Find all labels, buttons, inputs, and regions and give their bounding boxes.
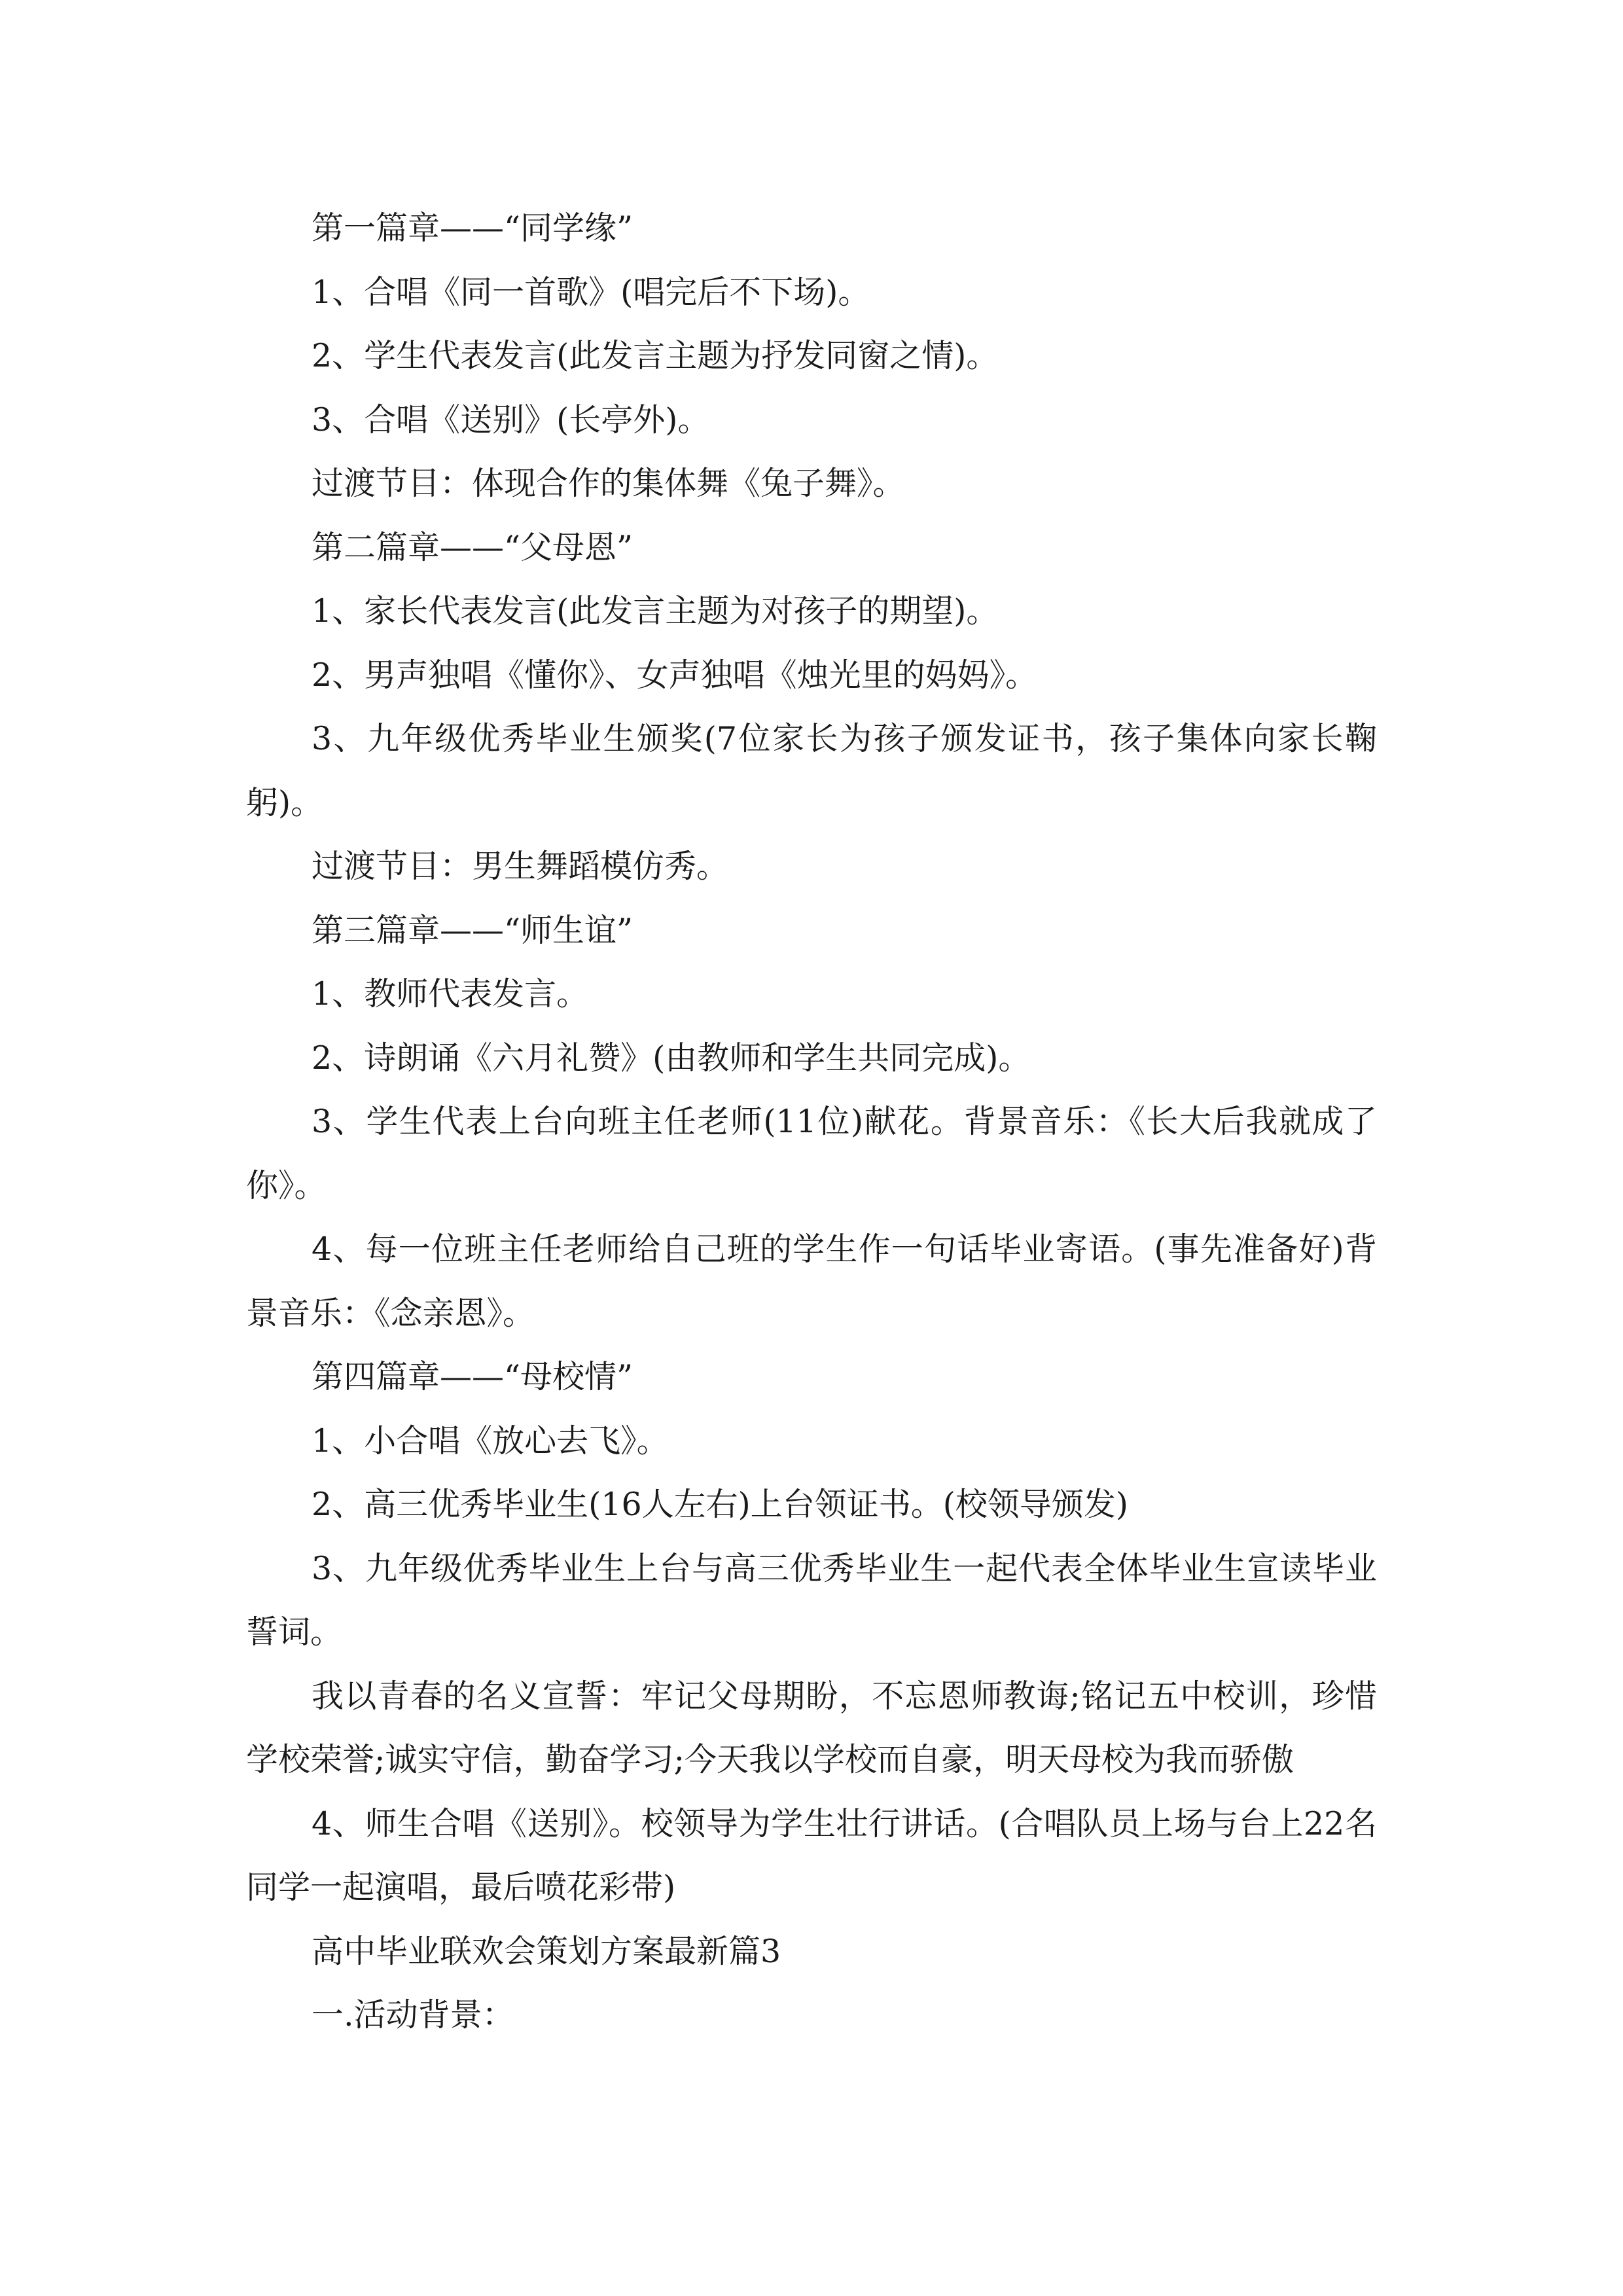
transition-item: 过渡节目：体现合作的集体舞《兔子舞》。 — [312, 465, 905, 502]
program-item: 1、小合唱《放心去飞》。 — [312, 1422, 669, 1460]
program-item: 3、九年级优秀毕业生上台与高三优秀毕业生一起代表全体毕业生宣读毕业誓词。 — [246, 1549, 1377, 1651]
program-item: 3、合唱《送别》(长亭外)。 — [312, 401, 710, 439]
program-item: 4、每一位班主任老师给自己班的学生作一句话毕业寄语。(事先准备好)背景音乐：《念亲恩》。 — [246, 1230, 1377, 1332]
document-body — [246, 196, 1377, 2047]
program-item: 1、合唱《同一首歌》(唱完后不下场)。 — [312, 273, 870, 311]
program-item: 3、学生代表上台向班主任老师(11位)献花。背景音乐：《长大后我就成了你》。 — [246, 1103, 1377, 1204]
oath-text: 我以青春的名义宣誓：牢记父母期盼，不忘恩师教诲;铭记五中校训，珍惜学校荣誉;诚实守信，勤奋学习;今天我以学校而自豪，明天母校为我而骄傲 — [246, 1677, 1377, 1778]
program-item: 2、诗朗诵《六月礼赞》(由教师和学生共同完成)。 — [312, 1039, 1031, 1077]
program-item: 1、家长代表发言(此发言主题为对孩子的期望)。 — [312, 592, 999, 630]
section-title: 高中毕业联欢会策划方案最新篇3 — [312, 1932, 781, 1970]
chapter-heading: 第四篇章——“母校情” — [312, 1358, 633, 1395]
program-item: 3、九年级优秀毕业生颁奖(7位家长为孩子颁发证书，孩子集体向家长鞠躬)。 — [246, 720, 1377, 821]
chapter-heading: 第二篇章——“父母恩” — [312, 528, 633, 566]
program-item: 2、学生代表发言(此发言主题为抒发同窗之情)。 — [312, 337, 999, 374]
program-item: 2、男声独唱《懂你》、女声独唱《烛光里的妈妈》。 — [312, 656, 1038, 694]
chapter-heading: 第三篇章——“师生谊” — [312, 911, 633, 949]
transition-item: 过渡节目：男生舞蹈模仿秀。 — [312, 848, 729, 885]
program-item: 1、教师代表发言。 — [312, 975, 589, 1013]
section-subtitle: 一.活动背景： — [312, 1996, 514, 2034]
program-item: 4、师生合唱《送别》。校领导为学生壮行讲话。(合唱队员上场与台上22名同学一起演唱，最后喷花彩带) — [246, 1804, 1377, 1906]
chapter-heading: 第一篇章——“同学缘” — [312, 209, 633, 247]
program-item: 2、高三优秀毕业生(16人左右)上台领证书。(校领导颁发) — [312, 1486, 1128, 1523]
